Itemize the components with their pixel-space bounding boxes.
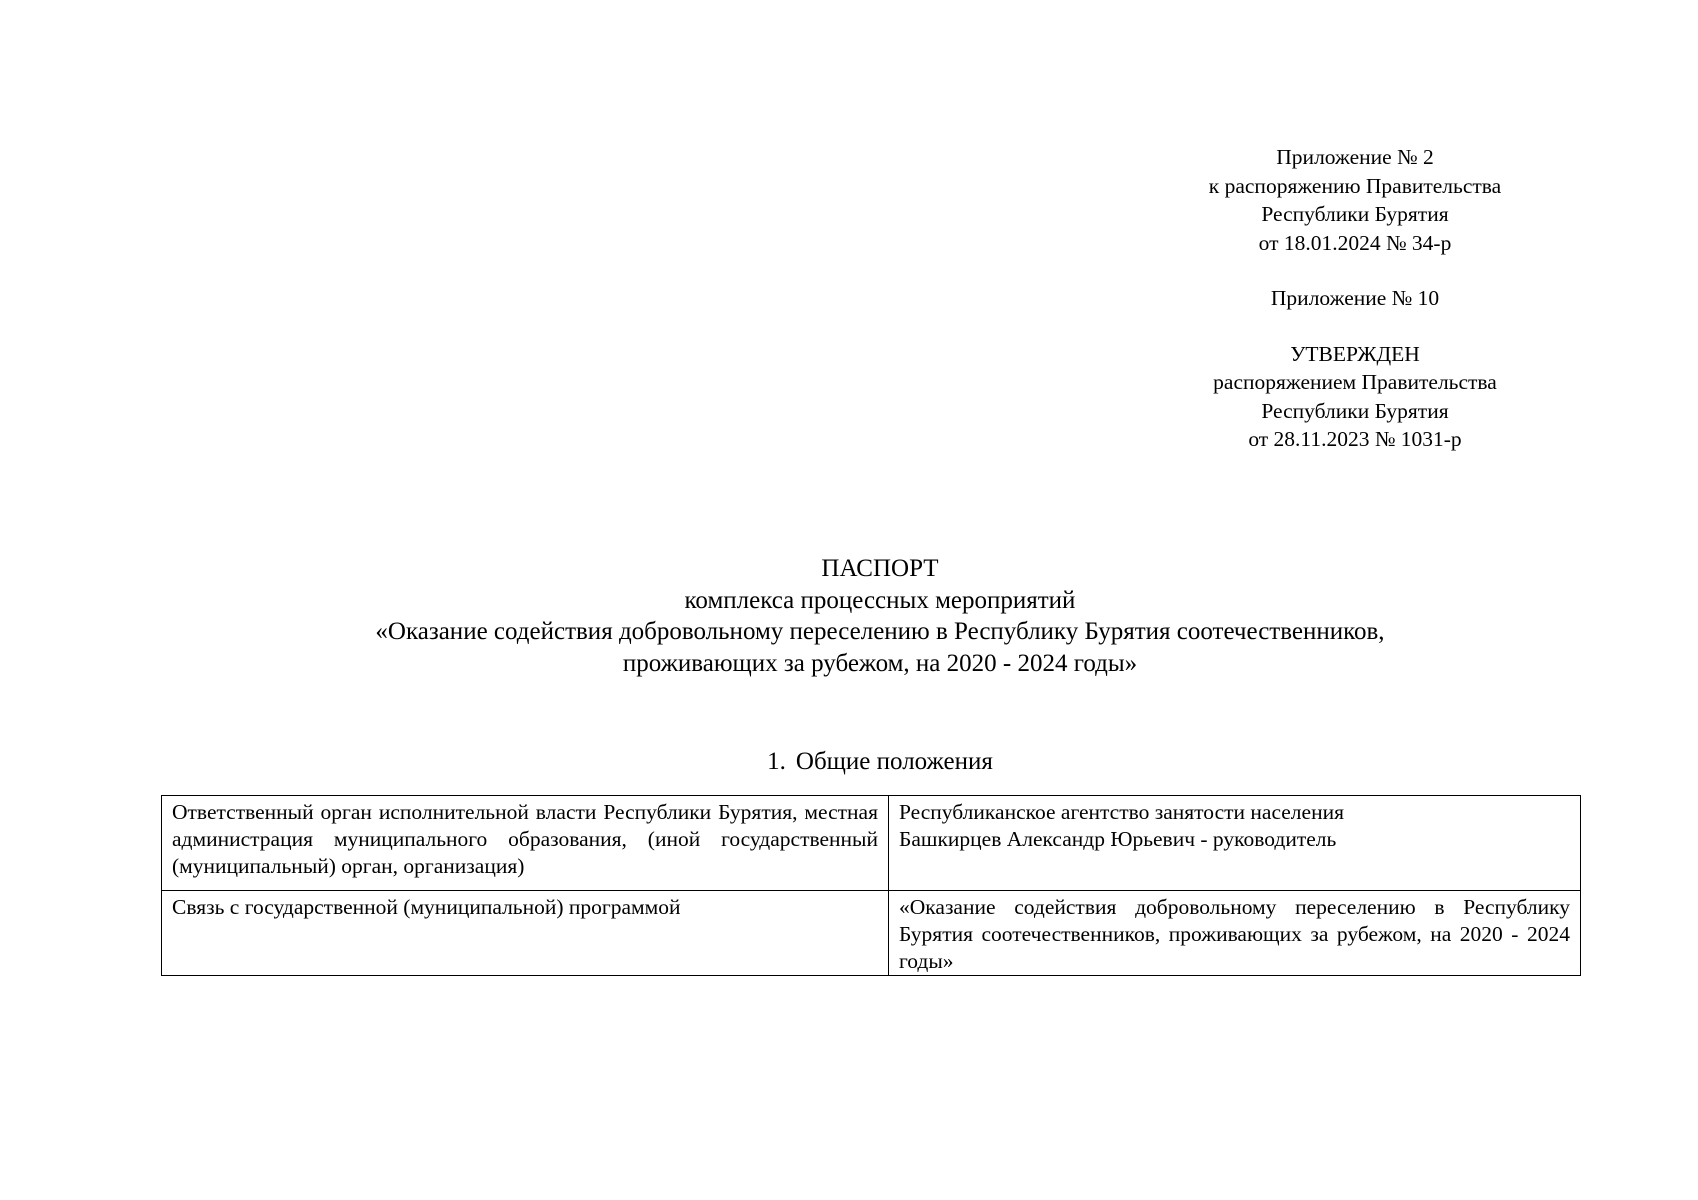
cell-text: Республиканское агентство занятости населения: [899, 800, 1344, 824]
title-name-line-2: проживающих за рубежом, на 2020 - 2024 годы»: [622, 649, 1138, 677]
table-cell-value: [889, 796, 1581, 891]
approved-government: Республики Бурятия: [1261, 398, 1449, 423]
appendix-reference: к распоряжению Правительства: [1208, 173, 1502, 198]
section-number: 1.: [767, 748, 786, 775]
document-title: [160, 553, 1600, 679]
cell-text: Связь с государственной (муниципальной) программой: [172, 895, 681, 919]
appendix-number: Приложение № 2: [1276, 145, 1434, 169]
title-heading: ПАСПОРТ: [821, 555, 939, 582]
title-subheading: комплекса процессных мероприятий: [684, 586, 1076, 614]
appendix-header: [1160, 143, 1550, 454]
original-appendix-number: Приложение № 10: [1270, 286, 1440, 310]
appendix-date: от 18.01.2024 № 34-р: [1258, 230, 1452, 255]
cell-text: Ответственный орган исполнительной власти Республики Бурятия, местная администрация муниципального образования, (иной государственный (муниципальный) орган, организация): [172, 800, 878, 878]
approved-by: распоряжением Правительства: [1213, 370, 1497, 394]
cell-text: Башкирцев Александр Юрьевич - руководитель: [899, 827, 1337, 851]
spacer: [1160, 257, 1550, 284]
spacer: [1160, 313, 1550, 340]
appendix-government: Республики Бурятия: [1261, 202, 1449, 226]
table-cell-value: [889, 891, 1581, 976]
table-cell-label: [162, 796, 889, 891]
approved-date: от 28.11.2023 № 1031-р: [1248, 427, 1462, 451]
table-row: [162, 796, 1581, 891]
section-heading: [160, 746, 1600, 778]
title-name-line-1: «Оказание содействия добровольному переселению в Республику Бурятия соотечественников,: [375, 618, 1385, 645]
section-label: Общие положения: [795, 748, 993, 775]
passport-table: [161, 795, 1581, 976]
table-cell-label: [162, 891, 889, 976]
approved-stamp: УТВЕРЖДЕН: [1290, 341, 1420, 366]
table-row: [162, 891, 1581, 976]
cell-text: «Оказание содействия добровольному переселению в Республику Бурятия соотечественников, проживающих за рубежом, на 2020 - 2024 годы»: [899, 895, 1570, 973]
